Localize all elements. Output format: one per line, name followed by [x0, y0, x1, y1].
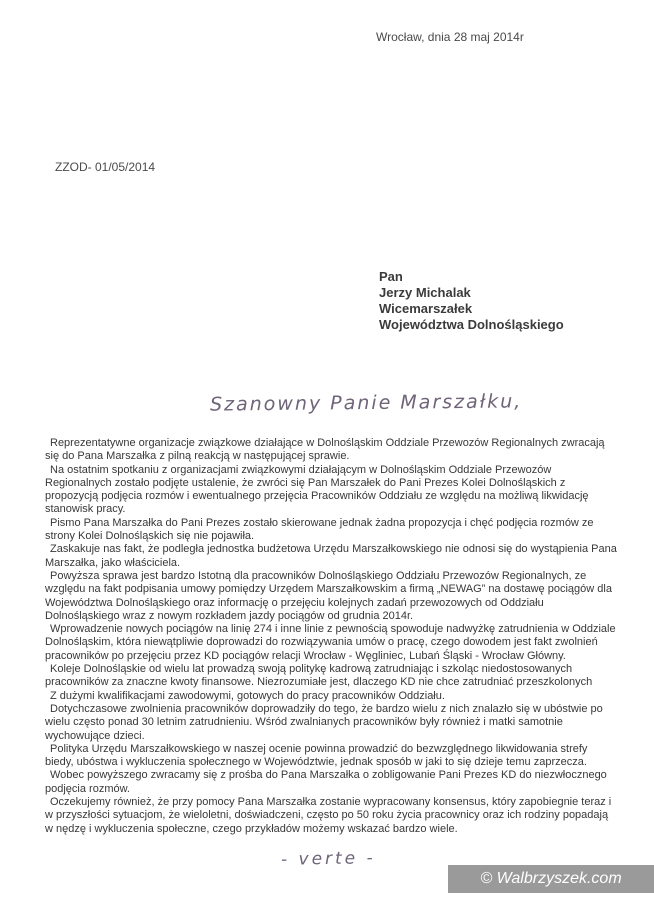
salutation-handwritten: Szanowny Panie Marszałku, — [209, 390, 523, 416]
watermark — [448, 865, 654, 893]
verte-note-handwritten: - verte - — [280, 848, 376, 870]
recipient-line-title: Pan — [379, 269, 403, 284]
body-paragraph: Koleje Dolnośląskie od wielu lat prowadzą swoją politykę kadrową zatrudniając i szkoląc niedostosowanych pracowników za znaczne kwoty finansowe. Niezrozumiałe jest, dlaczego KD nie chce zatrudniać przeszkolonych — [45, 663, 593, 689]
reference-number: ZZOD- 01/05/2014 — [55, 160, 156, 174]
recipient-line-region: Województwa Dolnośląskiego — [379, 317, 564, 332]
recipient-block — [379, 269, 564, 333]
body-paragraph: Polityka Urzędu Marszałkowskiego w naszej ocenie powinna prowadzić do bezwzględnego likwidowania strefy biedy, ubóstwa i wykluczenia społecznego w Województwie, jednak sposób w jaki to się dzieje temu zaprzecza. — [45, 742, 588, 769]
watermark-text: © Walbrzyszek.com — [480, 870, 622, 887]
date-line: Wrocław, dnia 28 maj 2014r — [376, 30, 524, 44]
body-paragraph: Pismo Pana Marszałka do Pani Prezes zostało skierowane jednak żadna propozycja i chęć podjęcia rozmów ze strony Kolei Dolnośląskich się nie pojawiła. — [45, 516, 594, 543]
body-paragraph: Wobec powyższego zwracamy się z prośba do Pana Marszałka o zobligowanie Pani Prezes KD do niezwłocznego podjęcia rozmów. — [45, 769, 607, 795]
body-paragraph: Reprezentatywne organizacje związkowe działające w Dolnośląskim Oddziale Przewozów Regionalnych zwracają się do Pana Marszałka z pilną reakcją w następującej sprawie. — [45, 437, 605, 463]
body-paragraph: Zaskakuje nas fakt, że podległa jednostka budżetowa Urzędu Marszałkowskiego nie odnosi się do wystąpienia Pana Marszałka, jako właściciela. — [45, 543, 617, 569]
letter-body — [45, 437, 619, 836]
recipient-line-name: Jerzy Michalak — [379, 285, 471, 300]
body-paragraph: Dotychczasowe zwolnienia pracowników doprowadziły do tego, że bardzo wielu z nich znalazło się w ubóstwie po wielu często ponad 30 letnim zatrudnieniu. Wśród zwalnianych pracowników były również i matki samotnie wychowujące dzieci. — [45, 702, 603, 742]
body-paragraph: Powyższa sprawa jest bardzo Istotną dla pracowników Dolnośląskiego Oddziału Przewozów Regionalnych, ze względu na fakt podpisania umowy pomiędzy Urzędem Marszałkowskim a firmą „NEWAG” na dostawę pociągów dla Województwa Dolnośląskiego oraz informację o przejęciu kolejnych zadań przewozowych od Oddziału Dolnośląskiego wraz z nowym rozkładem jazdy pociągów od grudnia 2014r. — [45, 569, 612, 622]
body-paragraph: Z dużymi kwalifikacjami zawodowymi, gotowych do pracy pracowników Oddziału. — [50, 689, 445, 702]
recipient-line-position: Wicemarszałek — [379, 301, 473, 316]
body-paragraph: Na ostatnim spotkaniu z organizacjami związkowymi działającym w Dolnośląskim Oddziale Przewozów Regionalnych zostało podjęte ustalenie, że zwróci się Pan Marszałek do Pani Prezes Kolei Dolnośląskich z propozycją podjęcia rozmów i ewentualnego przejęcia Pracowników Oddziału ze względu na możliwą likwidację stanowisk pracy. — [45, 463, 589, 516]
body-paragraph: Oczekujemy również, że przy pomocy Pana Marszałka zostanie wypracowany konsensus, który zapobiegnie teraz i w przyszłości sytuacjom, że wieloletni, doświadczeni, często po 50 roku życia pracownicy oraz ich rodziny popadają w nędzę i wykluczenia społeczne, czego przykładów możemy wskazać bardzo wiele. — [45, 796, 612, 835]
body-paragraph: Wprowadzenie nowych pociągów na linię 274 i inne linie z pewnością spowoduje nadwyżkę zatrudnienia w Oddziale Dolnośląskim, która niewątpliwie doprowadzi do rozwiązywania umów o pracę, czego dowodem jest fakt zwolnień pracowników po przejęciu przez KD pociągów relacji Wrocław - Węgliniec, Lubań Śląski - Wrocław Główny. — [45, 623, 616, 662]
